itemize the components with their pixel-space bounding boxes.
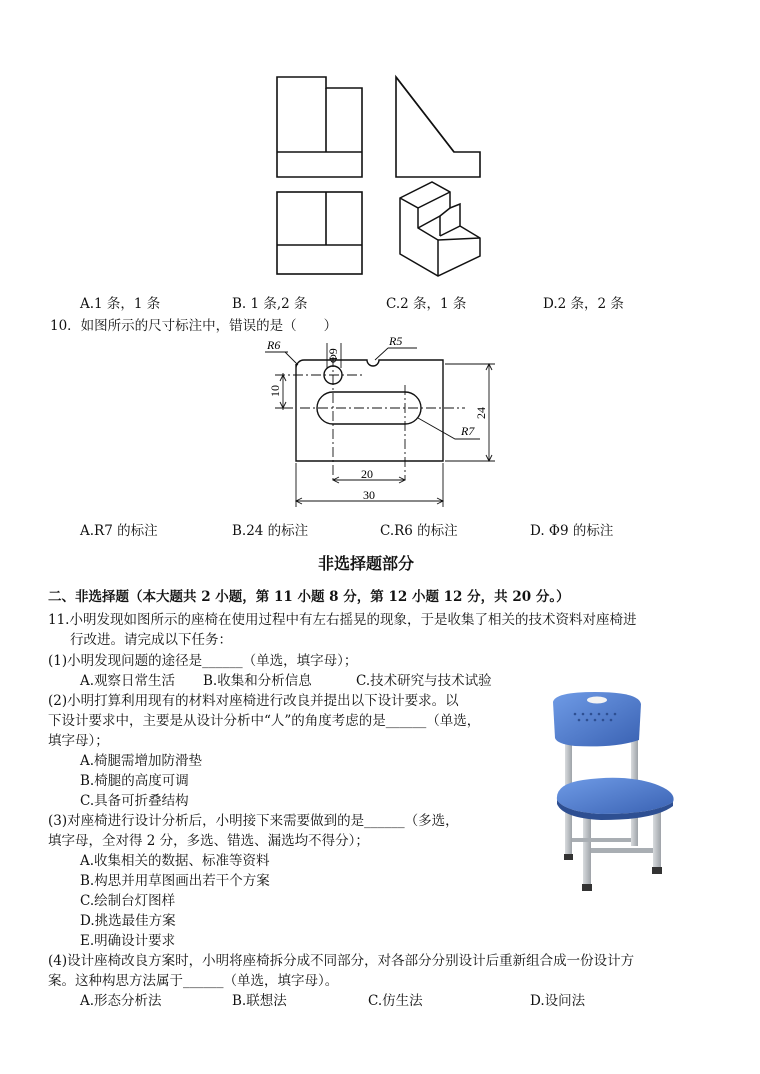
q11-p3-option-a[interactable]: A.收集相关的数据、标准等资料 [80, 853, 270, 869]
isometric-view [400, 182, 480, 276]
q11-p3-option-c[interactable]: C.绘制台灯图样 [80, 893, 176, 909]
q11-p2-line2: 下设计要求中，主要是从设计分析中“人”的角度考虑的是______（单选， [48, 713, 481, 729]
q11-p4-line1: (4)设计座椅改良方案时，小明将座椅拆分成不同部分，对各部分分别设计后重新组合成一份设计方 [48, 953, 635, 969]
q11-p1-text: (1)小明发现问题的途径是______（单选，填字母）； [48, 653, 358, 669]
q11-p1-option-a[interactable]: A.观察日常生活 [80, 673, 176, 689]
section-heading: 二、非选择题（本大题共 2 小题，第 11 小题 8 分，第 12 小题 12 分，共 20 分。） [48, 589, 570, 605]
label-phi9: Φ9 [326, 348, 340, 363]
q11-p3-option-d[interactable]: D.挑选最佳方案 [80, 913, 176, 929]
q11-stem-line1: 11.小明发现如图所示的座椅在使用过程中有左右摇晃的现象，于是收集了相关的技术资料对座椅进 [48, 612, 637, 628]
q11-p4-option-b[interactable]: B.联想法 [232, 993, 287, 1009]
q11-p2-option-c[interactable]: C.具备可折叠结构 [80, 793, 189, 809]
q11-p1-option-b[interactable]: B.收集和分析信息 [203, 673, 312, 689]
label-r7: R7 [461, 424, 475, 438]
q11-p3-line1: (3)对座椅进行设计分析后，小明接下来需要做到的是______（多选， [48, 813, 459, 829]
label-20: 20 [361, 467, 373, 481]
q9-option-c[interactable]: C.2 条，1 条 [386, 296, 467, 312]
q11-p4-option-a[interactable]: A.形态分析法 [80, 993, 162, 1009]
label-r5: R5 [389, 335, 403, 348]
q11-p2-line1: (2)小明打算利用现有的材料对座椅进行改良并提出以下设计要求。以 [48, 693, 459, 709]
front-view [277, 77, 362, 177]
section-title: 非选择题部分 [318, 554, 415, 573]
q11-p4-option-d[interactable]: D.设问法 [530, 993, 586, 1009]
q11-p1-option-c[interactable]: C.技术研究与技术试验 [356, 673, 492, 689]
q11-p4-option-c[interactable]: C.仿生法 [368, 993, 423, 1009]
q11-p2-option-b[interactable]: B.椅腿的高度可调 [80, 773, 189, 789]
q9-three-view-figure [270, 70, 495, 280]
q10-option-b[interactable]: B.24 的标注 [232, 523, 309, 539]
q9-option-d[interactable]: D.2 条，2 条 [543, 296, 624, 312]
q11-stem-line2: 行改进。请完成以下任务： [70, 632, 232, 648]
q10-option-d[interactable]: D. Φ9 的标注 [530, 523, 614, 539]
label-30: 30 [363, 488, 375, 502]
top-view [277, 192, 362, 274]
q11-p4-line2: 案。这种构思方法属于______（单选，填字母）。 [48, 973, 339, 989]
q11-p3-line2: 填字母，全对得 2 分，多选、错选、漏选均不得分）； [48, 833, 369, 849]
label-10: 10 [268, 385, 282, 397]
q10-option-a[interactable]: A.R7 的标注 [80, 523, 158, 539]
q10-dimension-figure [255, 335, 505, 515]
q11-p3-option-e[interactable]: E.明确设计要求 [80, 933, 176, 949]
chair-image [535, 688, 695, 900]
q9-option-a[interactable]: A.1 条，1 条 [80, 296, 161, 312]
q9-option-b[interactable]: B. 1 条,2 条 [232, 296, 308, 312]
q10-option-c[interactable]: C.R6 的标注 [380, 523, 458, 539]
q11-p2-line3: 填字母）； [48, 733, 109, 749]
q10-stem: 10．如图所示的尺寸标注中，错误的是（ ） [50, 318, 338, 334]
label-r6: R6 [267, 338, 281, 352]
q11-p3-option-b[interactable]: B.构思并用草图画出若干个方案 [80, 873, 270, 889]
label-24: 24 [474, 407, 488, 419]
q11-p2-option-a[interactable]: A.椅腿需增加防滑垫 [80, 753, 203, 769]
